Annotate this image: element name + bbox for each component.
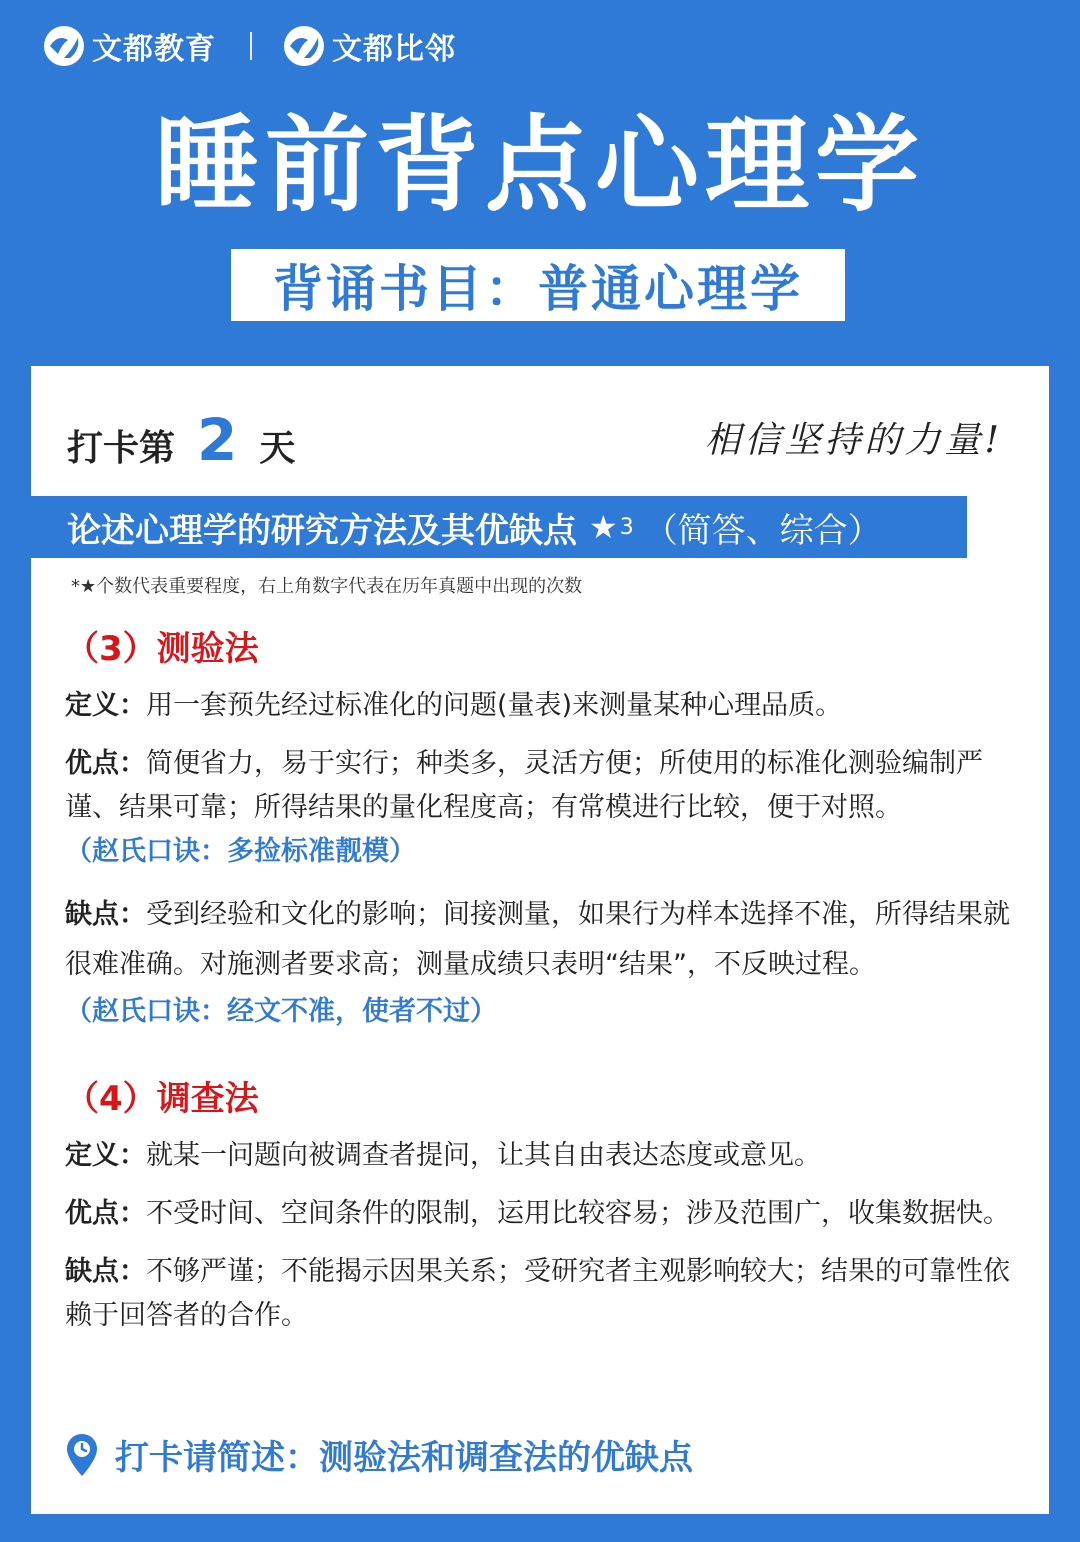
content-card (31, 366, 1049, 1514)
mnemonic-cons-test: （赵氏口诀：经文不准，使者不过） (65, 996, 497, 1027)
pros-text: 不受时间、空间条件的限制，运用比较容易；涉及范围广，收集数据快。 (146, 1198, 1010, 1229)
logo-bilin (282, 24, 456, 68)
importance-note: *★个数代表重要程度，右上角数字代表在历年真题中出现的次数 (71, 576, 583, 597)
topic-title: 论述心理学的研究方法及其优缺点 (67, 510, 577, 551)
cons-text: 不够严谨；不能揭示因果关系；受研究者主观影响较大；结果的可靠性依赖于回答者的合作。 (65, 1256, 1010, 1331)
pros-label: 优点： (65, 748, 146, 779)
page-title: 睡前背点心理学 (154, 104, 925, 226)
location-pin-icon (65, 1432, 99, 1478)
logo-wendu-text: 文都教育 (92, 32, 216, 67)
checkin-prefix: 打卡第 (67, 428, 176, 469)
logo-wendu (42, 24, 216, 68)
brand-logos (42, 24, 456, 68)
cons-label: 缺点： (65, 1256, 146, 1287)
cons-text: 受到经验和文化的影响；间接测量，如果行为样本选择不准，所得结果就很难准确。对施测者要求高；测量成绩只表明“结果”，不反映过程。 (65, 899, 1010, 980)
section-heading-test: （3）测验法 (65, 629, 259, 669)
pros-label: 优点： (65, 1198, 146, 1229)
pros-test (65, 742, 1025, 830)
wendu-logo-icon (42, 24, 86, 68)
topic-tag: （简答、综合） (643, 510, 882, 551)
definition-survey (65, 1134, 1025, 1178)
cons-label: 缺点： (65, 899, 146, 930)
section-heading-survey: （4）调查法 (65, 1079, 259, 1119)
cons-test (65, 890, 1025, 990)
checkin-prompt-text: 打卡请简述：测验法和调查法的优缺点 (115, 1438, 693, 1478)
definition-label: 定义： (65, 690, 146, 721)
checkin-label (67, 406, 295, 474)
pros-survey (65, 1192, 1025, 1236)
cons-survey (65, 1250, 1025, 1338)
mnemonic-pros-test: （赵氏口诀：多捡标准靓模） (65, 836, 416, 867)
checkin-suffix: 天 (259, 428, 296, 469)
motto-handwriting: 相信坚持的力量! (704, 420, 1003, 461)
content-body (65, 624, 1025, 1338)
definition-text: 用一套预先经过标准化的问题(量表)来测量某种心理品质。 (146, 690, 843, 721)
checkin-prompt (65, 1430, 693, 1479)
definition-test (65, 684, 1025, 728)
pros-text: 简便省力，易于实行；种类多，灵活方便；所使用的标准化测验编制严谨、结果可靠；所得结果的量化程度高；有常模进行比较，便于对照。 (65, 748, 983, 823)
logo-bilin-text: 文都比邻 (332, 32, 456, 67)
wendu-bilin-logo-icon (282, 24, 326, 68)
definition-label: 定义： (65, 1140, 146, 1171)
topic-bar (31, 496, 967, 558)
star-icon: ★ (589, 508, 618, 546)
star-count: 3 (619, 514, 634, 540)
checkin-day-number: 2 (197, 406, 238, 474)
book-title-box: 背诵书目：普通心理学 (231, 249, 845, 321)
logo-divider (250, 32, 252, 60)
definition-text: 就某一问题向被调查者提问，让其自由表达态度或意见。 (146, 1140, 821, 1171)
